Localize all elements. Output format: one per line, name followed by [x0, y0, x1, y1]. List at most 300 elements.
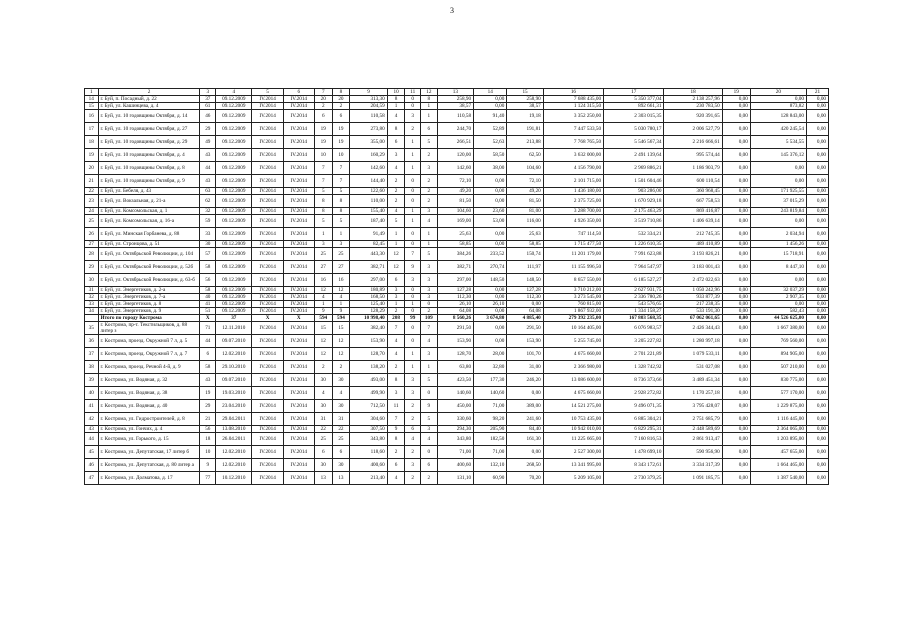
table-cell: 0,00 [806, 294, 828, 301]
table-cell: 1 478 699,10 [604, 446, 664, 459]
table-cell: 2 [387, 175, 405, 188]
table-cell: 5 350 377,04 [604, 96, 664, 103]
table-cell: IV.2014 [252, 348, 283, 361]
table-cell: 9 [200, 459, 216, 472]
table-cell [85, 315, 99, 322]
table-cell: 2 [421, 472, 438, 485]
table-cell: 2 491 139,64 [604, 149, 664, 162]
table-cell: 09.12.2009 [216, 110, 252, 123]
table-cell: 3 710 212,00 [543, 287, 603, 294]
table-cell: 29.04.2011 [216, 413, 252, 426]
table-cell: IV.2014 [283, 123, 314, 136]
table-cell: 187,40 [350, 215, 387, 228]
table-cell: 09.12.2009 [216, 215, 252, 228]
table-cell: 19 [314, 123, 332, 136]
table-cell: 44 [200, 162, 216, 175]
table-cell: 25 [314, 433, 332, 446]
table-cell: 09.12.2009 [216, 175, 252, 188]
table-cell: 8 343 172,61 [604, 459, 664, 472]
table-cell: 128,70 [437, 348, 473, 361]
address-cell: г. Кострома, ул. Водяная, д. 40 [98, 400, 200, 413]
table-cell: IV.2014 [252, 294, 283, 301]
table-cell: 0 [405, 195, 421, 208]
address-cell: г. Кострома, пр-т. Текстильщиков, д. 88 литер з [98, 322, 200, 335]
table-cell: 0,00 [806, 208, 828, 215]
table-cell: 4 [421, 433, 438, 446]
table-cell: 169,00 [437, 215, 473, 228]
table-cell: 42 [85, 413, 99, 426]
table-cell: 12 [387, 248, 405, 261]
table-cell: 77 [200, 472, 216, 485]
table-cell: 09.07.2010 [216, 374, 252, 387]
table-cell: 291,50 [437, 322, 473, 335]
table-cell: 0 [405, 175, 421, 188]
table-row [85, 308, 829, 315]
table-cell: 39 [85, 374, 99, 387]
table-cell: 233,52 [474, 248, 507, 261]
table-cell: 26,10 [474, 301, 507, 308]
table-cell: 10 164 405,00 [543, 322, 603, 335]
table-cell: 112,30 [437, 294, 473, 301]
table-cell: 873,82 [750, 103, 806, 110]
table-cell: 507 210,00 [750, 361, 806, 374]
table-cell: 25,63 [507, 228, 543, 241]
table-cell: 7 [332, 175, 350, 188]
table-cell: 132,10 [474, 459, 507, 472]
table-cell: 1 670 929,18 [604, 195, 664, 208]
table-cell: 0,00 [806, 308, 828, 315]
table-cell: 1 [405, 361, 421, 374]
table-cell: IV.2014 [252, 322, 283, 335]
table-cell: 3 205 227,82 [604, 335, 664, 348]
table-cell: 304,60 [350, 413, 387, 426]
table-cell: 1 501 604,46 [604, 175, 664, 188]
table-cell: 1 [405, 348, 421, 361]
table-cell: 61 [200, 103, 216, 110]
table-cell: 182,50 [474, 433, 507, 446]
column-number-10: 10 [387, 89, 405, 96]
table-cell: 09.12.2009 [216, 287, 252, 294]
table-cell: 6 [314, 110, 332, 123]
table-cell: 12 [387, 261, 405, 274]
table-cell: 0,00 [474, 195, 507, 208]
table-cell: 0,00 [750, 301, 806, 308]
table-cell: 5 [332, 188, 350, 195]
table-cell: 37 [200, 96, 216, 103]
table-cell: 8 736 373,66 [604, 374, 664, 387]
table-cell: 3 [405, 459, 421, 472]
table-cell: 26.04.2011 [216, 433, 252, 446]
table-cell: 3 [405, 387, 421, 400]
address-cell: г. Буй, ул. Октябрьской Революции, д. 63-б [98, 274, 200, 287]
table-cell: 1 [387, 301, 405, 308]
table-cell: 37 015,29 [750, 195, 806, 208]
column-number-6: 6 [283, 89, 314, 96]
column-number-14: 14 [474, 89, 507, 96]
table-cell: 892 661,31 [604, 103, 664, 110]
table-cell: 59 [200, 215, 216, 228]
table-cell: 1 [405, 162, 421, 175]
table-cell: 0,00 [474, 308, 507, 315]
column-number-9: 9 [350, 89, 387, 96]
table-cell: 0,00 [806, 433, 828, 446]
table-cell: 9 [405, 261, 421, 274]
table-cell: 1 664 465,00 [750, 459, 806, 472]
table-cell: 5 030 780,17 [604, 123, 664, 136]
table-cell: 101,70 [507, 348, 543, 361]
table-cell: IV.2014 [283, 301, 314, 308]
table-cell: 2 [387, 195, 405, 208]
table-cell: 43 [200, 149, 216, 162]
subtotal-row [85, 315, 829, 322]
table-cell: 177,30 [474, 374, 507, 387]
table-cell: 297,00 [350, 274, 387, 287]
table-cell: 20 [314, 96, 332, 103]
table-cell: 32 037,29 [750, 287, 806, 294]
table-row [85, 175, 829, 188]
column-number-15: 15 [507, 89, 543, 96]
table-cell: 12.02.2010 [216, 459, 252, 472]
table-cell: 56 [200, 426, 216, 433]
address-cell: г. Кострома, проезд. Окружной 7 л, д. 7 [98, 348, 200, 361]
table-cell: IV.2014 [252, 162, 283, 175]
table-cell: 0,00 [507, 446, 543, 459]
table-cell: 443,30 [350, 248, 387, 261]
table-cell: 28,00 [474, 348, 507, 361]
table-cell: 3 [314, 241, 332, 248]
table-cell: 2 [405, 413, 421, 426]
table-cell: 2 730 379,25 [604, 472, 664, 485]
table-row [85, 215, 829, 228]
table-cell: 56 [200, 274, 216, 287]
table-cell: IV.2014 [283, 361, 314, 374]
table-cell: 2 448 589,69 [664, 426, 722, 433]
table-cell: 0 [405, 228, 421, 241]
table-cell: 138,20 [350, 361, 387, 374]
table-cell: 09.12.2009 [216, 195, 252, 208]
table-cell: 13 [314, 472, 332, 485]
table-cell: 3 273 545,00 [543, 294, 603, 301]
table-cell: 0,00 [474, 188, 507, 195]
table-cell: 57 [200, 248, 216, 261]
table-cell: 3 [405, 274, 421, 287]
table-cell: 30 [332, 459, 350, 472]
table-cell: 49,20 [507, 188, 543, 195]
table-cell: 7 [405, 248, 421, 261]
address-cell: г. Буй, ул. Энергетиков, д. 9 [98, 308, 200, 315]
table-cell: 6 [332, 446, 350, 459]
table-cell: 38,57 [437, 103, 473, 110]
table-cell: 382,71 [437, 261, 473, 274]
table-cell: 99 [405, 315, 421, 322]
table-cell: 0,00 [722, 110, 750, 123]
table-cell: 10 [332, 149, 350, 162]
table-cell: 7 [332, 162, 350, 175]
table-cell: 2 366 980,00 [543, 361, 603, 374]
table-cell: IV.2014 [252, 374, 283, 387]
table-cell: 2 175 463,29 [604, 208, 664, 215]
table-cell: 0,00 [722, 123, 750, 136]
table-cell: 19 [332, 136, 350, 149]
table-cell: IV.2014 [283, 446, 314, 459]
table-cell: 3 [421, 426, 438, 433]
table-cell: 1 867 932,00 [543, 308, 603, 315]
table-cell: 8 [387, 374, 405, 387]
table-cell: 62 [200, 195, 216, 208]
table-cell: 33 [85, 301, 99, 308]
table-cell: 8 [332, 208, 350, 215]
table-cell: 712,50 [350, 400, 387, 413]
table-cell: 64,08 [437, 308, 473, 315]
table-cell: 400,60 [350, 459, 387, 472]
column-number-19: 19 [722, 89, 750, 96]
table-cell: 153,90 [437, 335, 473, 348]
table-cell: 204,59 [350, 103, 387, 110]
table-cell: 3 [421, 287, 438, 294]
table-cell: 09.12.2009 [216, 136, 252, 149]
address-cell: г. Буй, ул. Минская Горбанева, д. 88 [98, 228, 200, 241]
table-cell: 10 [200, 446, 216, 459]
table-cell: 7 [421, 322, 438, 335]
table-cell: 2 [421, 149, 438, 162]
table-cell: IV.2014 [252, 103, 283, 110]
table-cell: 0,00 [722, 433, 750, 446]
table-cell: IV.2014 [283, 400, 314, 413]
table-cell: 0,00 [806, 261, 828, 274]
table-cell: 10.12.2010 [216, 472, 252, 485]
table-cell: 0,00 [806, 322, 828, 335]
address-cell: г. Буй, ул. Энергетиков, д. 7-а [98, 294, 200, 301]
table-cell: 18 [85, 136, 99, 149]
table-cell: 4 885,40 [507, 315, 543, 322]
table-cell: 0,00 [474, 103, 507, 110]
table-cell: 110,00 [350, 195, 387, 208]
table-cell: 2 701 221,89 [604, 348, 664, 361]
table-cell: 0,00 [722, 459, 750, 472]
table-cell: 1 [405, 208, 421, 215]
table-cell: 27 [314, 261, 332, 274]
table-cell: IV.2014 [283, 248, 314, 261]
table-cell: 1 328 742,92 [604, 361, 664, 374]
table-cell: 0,00 [722, 322, 750, 335]
table-cell: 32 [200, 208, 216, 215]
table-cell: 53,00 [474, 215, 507, 228]
table-cell: 31 [332, 413, 350, 426]
table-cell: 12 [314, 348, 332, 361]
table-cell: 450,00 [437, 400, 473, 413]
table-cell: 5 [387, 215, 405, 228]
table-cell: IV.2014 [252, 208, 283, 215]
table-cell: IV.2014 [252, 308, 283, 315]
table-cell: IV.2014 [283, 149, 314, 162]
table-cell: 27 [85, 241, 99, 248]
table-cell: IV.2014 [283, 195, 314, 208]
table-cell: 1 [405, 215, 421, 228]
table-cell: 590 956,90 [664, 446, 722, 459]
table-cell: 1 050 242,96 [664, 287, 722, 294]
table-cell: 109 [421, 315, 438, 322]
table-row [85, 294, 829, 301]
table-row [85, 162, 829, 175]
table-cell: 499,90 [350, 387, 387, 400]
table-cell: 270,74 [474, 261, 507, 274]
table-cell: 3 [421, 208, 438, 215]
table-cell: 0,00 [806, 374, 828, 387]
table-cell: 29.10.2010 [216, 361, 252, 374]
table-cell: 142,60 [437, 162, 473, 175]
table-cell: 0,00 [806, 426, 828, 433]
table-cell: 8 [387, 433, 405, 446]
table-cell: 4 [421, 335, 438, 348]
table-cell: 0 [405, 96, 421, 103]
table-cell: 168,50 [350, 294, 387, 301]
table-cell: 98,20 [474, 413, 507, 426]
address-cell: г. Буй, ул. 10 годовщины Октября, д. 29 [98, 136, 200, 149]
table-cell: 0 [405, 322, 421, 335]
table-cell: IV.2014 [252, 472, 283, 485]
table-cell: IV.2014 [283, 308, 314, 315]
address-cell: г. Буй, ул. Вокзальная, д. 21-а [98, 195, 200, 208]
table-cell: 145 376,12 [750, 149, 806, 162]
table-cell: IV.2014 [283, 215, 314, 228]
table-row [85, 374, 829, 387]
table-cell: 1 436 180,00 [543, 188, 603, 195]
table-cell: 17 [85, 123, 99, 136]
table-cell: 3 [387, 294, 405, 301]
table-cell: IV.2014 [252, 149, 283, 162]
table-cell: 0,00 [474, 241, 507, 248]
table-cell: 58 [200, 287, 216, 294]
table-cell: 30 [200, 241, 216, 248]
table-cell: 0,00 [806, 248, 828, 261]
table-cell: 1 229 875,00 [750, 400, 806, 413]
table-cell: 0 [405, 287, 421, 294]
table-cell: 4 [314, 387, 332, 400]
table-row [85, 322, 829, 335]
table-cell: 27 [332, 261, 350, 274]
table-cell: 4 [387, 110, 405, 123]
table-row [85, 361, 829, 374]
table-cell: 0,00 [806, 149, 828, 162]
table-cell: 30 [314, 374, 332, 387]
table-cell: 0,00 [722, 261, 750, 274]
table-cell: 0,00 [750, 96, 806, 103]
column-number-3: 3 [200, 89, 216, 96]
table-cell: 0,00 [722, 315, 750, 322]
table-cell: 104,60 [507, 162, 543, 175]
table-cell: 30 [85, 274, 99, 287]
table-cell: 9 [314, 308, 332, 315]
table-cell: 920 391,65 [664, 110, 722, 123]
table-cell: 0,00 [806, 162, 828, 175]
table-cell: 64,08 [507, 308, 543, 315]
table-row [85, 195, 829, 208]
table-cell: 6 885 304,21 [604, 413, 664, 426]
table-cell: IV.2014 [283, 261, 314, 274]
table-cell: 127,28 [437, 287, 473, 294]
table-cell: 0,00 [806, 110, 828, 123]
table-cell: 40 [200, 294, 216, 301]
table-cell: IV.2014 [252, 274, 283, 287]
table-row [85, 446, 829, 459]
table-cell: IV.2014 [283, 294, 314, 301]
table-cell: 71,00 [474, 400, 507, 413]
table-cell: 8 [332, 195, 350, 208]
table-cell: 1 [421, 103, 438, 110]
table-cell: 3 [421, 348, 438, 361]
table-cell: 5 534,55 [750, 136, 806, 149]
table-cell: IV.2014 [252, 387, 283, 400]
table-cell: 0 [421, 446, 438, 459]
table-cell: IV.2014 [252, 110, 283, 123]
table-cell: 6 [387, 136, 405, 149]
table-cell: 112,30 [507, 294, 543, 301]
table-cell: 2 [387, 188, 405, 195]
table-cell: 41 [200, 301, 216, 308]
table-cell: 5 [314, 215, 332, 228]
table-cell: X [252, 315, 283, 322]
table-cell: 0 [405, 308, 421, 315]
table-cell: 110,58 [437, 110, 473, 123]
address-cell: г. Буй, ул. Комсомольская, д. 16-а [98, 215, 200, 228]
table-cell: 144,40 [350, 175, 387, 188]
table-cell: IV.2014 [283, 136, 314, 149]
table-cell: IV.2014 [283, 433, 314, 446]
table-cell: 60,90 [474, 472, 507, 485]
table-cell: 3 [332, 241, 350, 248]
address-cell: Итого по городу Кострома [98, 315, 200, 322]
table-cell: 25 [332, 433, 350, 446]
table-cell: 3 632 000,00 [543, 149, 603, 162]
table-cell: 11 [387, 400, 405, 413]
table-cell: IV.2014 [283, 228, 314, 241]
table-cell: 09.12.2009 [216, 123, 252, 136]
table-cell: 140,60 [437, 387, 473, 400]
table-cell: 0 [405, 241, 421, 248]
table-cell: 0,00 [806, 136, 828, 149]
table-cell: 41 [85, 400, 99, 413]
table-cell: 24 [85, 208, 99, 215]
table-cell: IV.2014 [283, 96, 314, 103]
table-cell: 0,00 [806, 348, 828, 361]
table-cell: 22 [314, 426, 332, 433]
table-cell: 70,20 [507, 472, 543, 485]
table-cell: 46 [200, 110, 216, 123]
table-cell: 49,20 [437, 188, 473, 195]
table-cell: 0,00 [806, 103, 828, 110]
table-cell: 3 [421, 162, 438, 175]
table-cell: 2 472 022,63 [664, 274, 722, 287]
address-cell: г. Кострома, ул. Водяная, д. 38 [98, 387, 200, 400]
table-cell: 244,70 [437, 123, 473, 136]
table-cell: 0 [421, 387, 438, 400]
table-cell: 3 [405, 374, 421, 387]
table-cell: 10 753 435,00 [543, 413, 603, 426]
column-number-8: 8 [332, 89, 350, 96]
table-cell: 5 [421, 374, 438, 387]
table-cell: 0,00 [722, 348, 750, 361]
table-cell: 7 447 533,50 [543, 123, 603, 136]
column-number-7: 7 [314, 89, 332, 96]
table-row [85, 208, 829, 215]
table-cell: 7 768 765,50 [543, 136, 603, 149]
table-cell: IV.2014 [283, 426, 314, 433]
table-cell: 360 968,45 [664, 188, 722, 195]
table-cell: 72,10 [507, 175, 543, 188]
table-cell: 21 [85, 175, 99, 188]
table-cell: 5 255 745,00 [543, 335, 603, 348]
table-cell: IV.2014 [252, 335, 283, 348]
